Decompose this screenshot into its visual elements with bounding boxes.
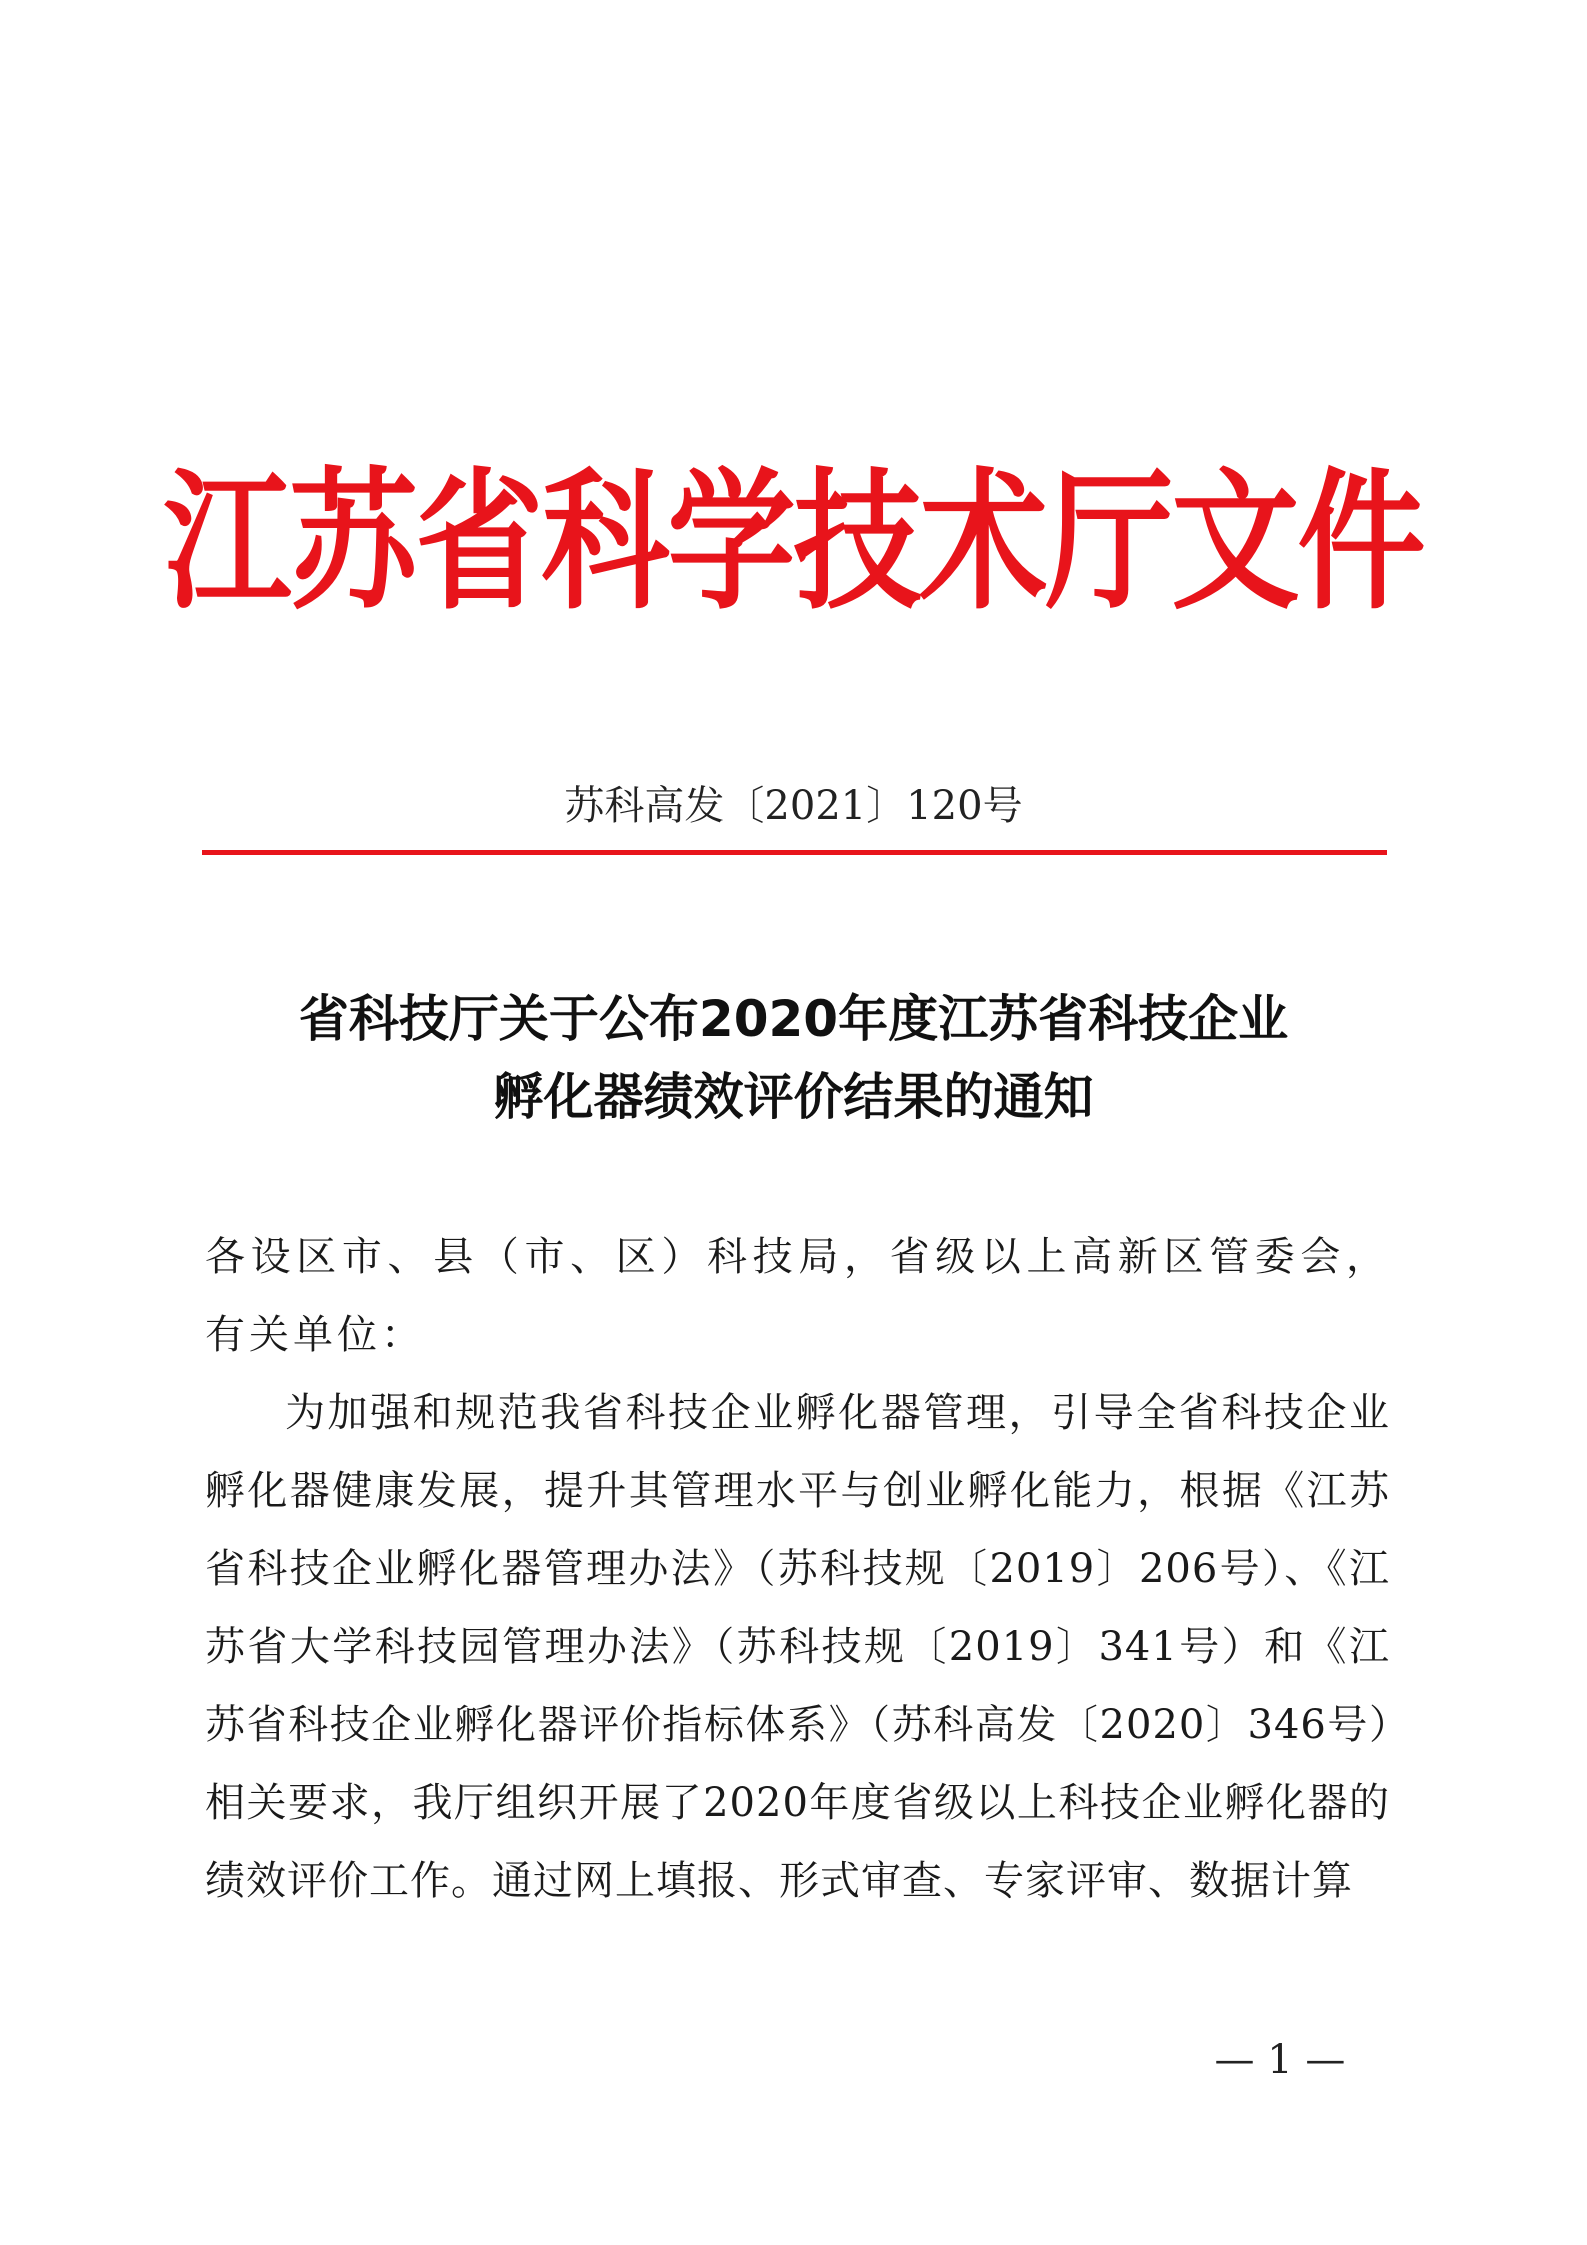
notice-title-line-1: 省科技厅关于公布2020年度江苏省科技企业 xyxy=(298,990,1289,1048)
salutation: 各设区市、县（市、区）科技局，省级以上高新区管委会，有关单位： xyxy=(205,1234,1390,1358)
notice-title-line-2: 孵化器绩效评价结果的通知 xyxy=(493,1068,1094,1126)
notice-title xyxy=(200,980,1387,1136)
body-paragraph: 为加强和规范我省科技企业孵化器管理，引导全省科技企业孵化器健康发展，提升其管理水平与创业孵化能力，根据《江苏省科技企业孵化器管理办法》（苏科技规〔2019〕206号）、《江苏省大学科技园管理办法》（苏科技规〔2019〕341号）和《江苏省科技企业孵化器评价指标体系》（苏科高发〔2020〕346号）相关要求，我厅组织开展了2020年度省级以上科技企业孵化器的绩效评价工作。通过网上填报、形式审查、专家评审、数据计算 xyxy=(205,1390,1390,1904)
masthead-title: 江苏省科学技术厅文件 xyxy=(163,455,1424,631)
page-number: — 1 — xyxy=(1214,2037,1346,2083)
document-body xyxy=(205,1218,1390,1920)
red-divider-line xyxy=(202,850,1387,855)
document-number: 苏科高发〔2021〕120号 xyxy=(564,783,1023,829)
